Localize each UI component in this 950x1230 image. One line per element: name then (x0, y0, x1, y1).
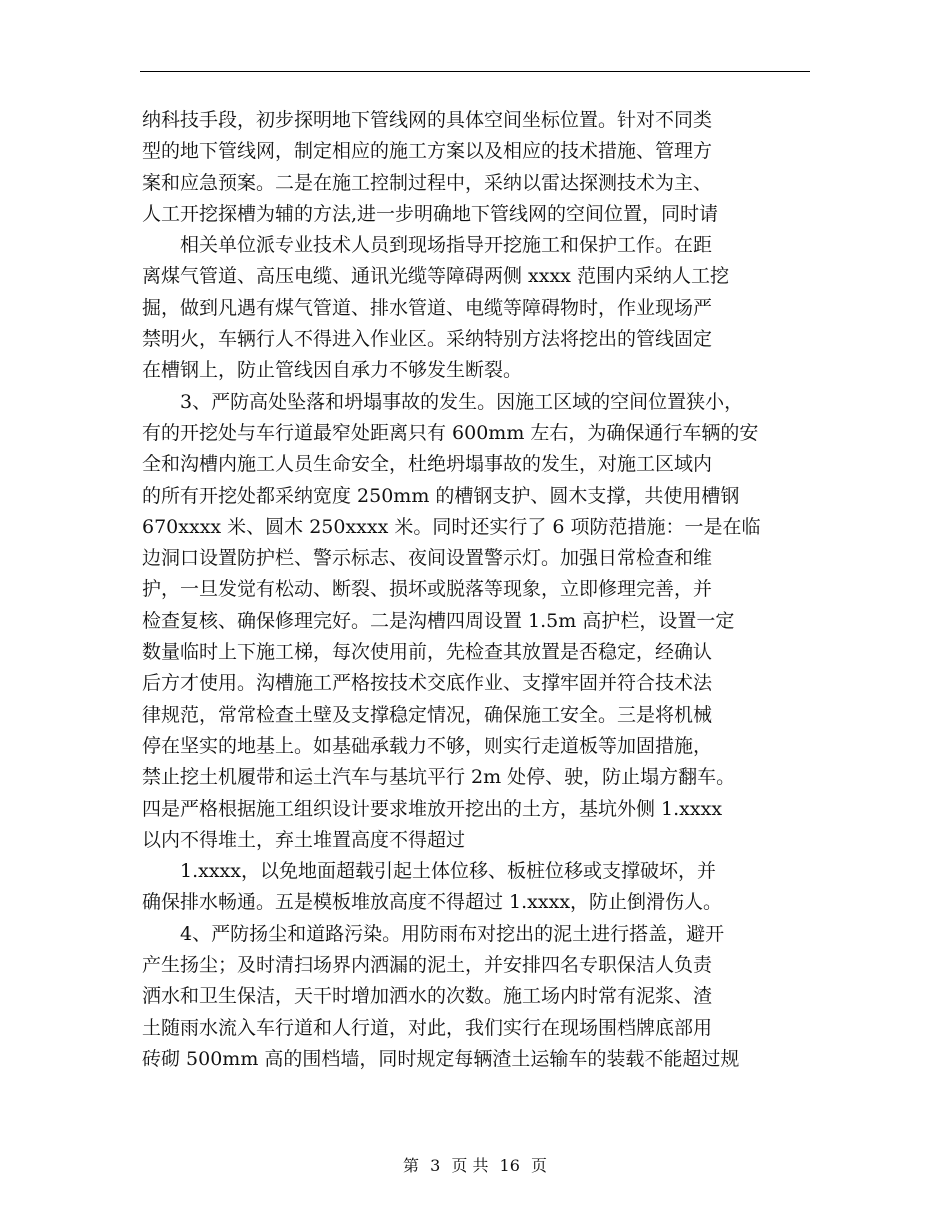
text-line: 有的开挖处与车行道最窄处距离只有 600mm 左右，为确保通行车辆的安 (142, 421, 759, 444)
text-line: 数量临时上下施工梯，每次使用前，先检查其放置是否稳定，经确认 (142, 641, 713, 664)
text-line: 3、严防高处坠落和坍塌事故的发生。因施工区域的空间位置狭小， (180, 390, 744, 413)
footer-middle: 页 共 (451, 1156, 489, 1175)
text-line: 4、严防扬尘和道路污染。用防雨布对挖出的泥土进行搭盖，避开 (180, 922, 725, 945)
text-line: 型的地下管线网，制定相应的施工方案以及相应的技术措施、管理方 (142, 140, 713, 163)
text-line: 边洞口设置防护栏、警示标志、夜间设置警示灯。加强日常检查和维 (142, 547, 713, 570)
text-line: 离煤气管道、高压电缆、通讯光缆等障碍两侧 xxxx 范围内采纳人工挖 (142, 265, 729, 288)
text-line: 后方才使用。沟槽施工严格按技术交底作业、支撑牢固并符合技术法 (142, 672, 713, 695)
footer-prefix: 第 (402, 1156, 419, 1175)
text-line: 在槽钢上，防止管线因自承力不够发生断裂。 (142, 359, 523, 382)
text-line: 砖砌 500mm 高的围档墙，同时规定每辆渣土运输车的装载不能超过规 (142, 1047, 740, 1070)
header-rule (140, 71, 810, 72)
footer-suffix: 页 (531, 1156, 548, 1175)
text-line: 洒水和卫生保洁，天干时增加洒水的次数。施工场内时常有泥浆、渣 (142, 985, 713, 1008)
text-line: 确保排水畅通。五是模板堆放高度不得超过 1.xxxx，防止倒滑伤人。 (142, 891, 723, 914)
text-line: 四是严格根据施工组织设计要求堆放开挖出的土方，基坑外侧 1.xxxx (142, 797, 723, 820)
footer-page-number: 3 (430, 1156, 441, 1175)
text-line: 以内不得堆土，弃土堆置高度不得超过 (142, 828, 466, 851)
text-line: 纳科技手段，初步探明地下管线网的具体空间坐标位置。针对不同类 (142, 109, 713, 131)
body-text (142, 105, 832, 1075)
footer-total-pages: 16 (499, 1156, 520, 1175)
text-line: 的所有开挖处都采纳宽度 250mm 的槽钢支护、圆木支撑，共使用槽钢 (142, 484, 740, 507)
text-line: 人工开挖探槽为辅的方法,进一步明确地下管线网的空间位置，同时请 (142, 202, 719, 225)
text-line: 停在坚实的地基上。如基础承载力不够，则实行走道板等加固措施， (142, 734, 713, 757)
text-line: 1.xxxx，以免地面超载引起土体位移、板桩位移或支撑破坏，并 (180, 860, 716, 883)
text-line: 掘，做到凡遇有煤气管道、排水管道、电缆等障碍物时，作业现场严 (142, 296, 713, 319)
text-line: 全和沟槽内施工人员生命安全，杜绝坍塌事故的发生，对施工区域内 (142, 453, 713, 476)
text-line: 相关单位派专业技术人员到现场指导开挖施工和保护工作。在距 (180, 234, 713, 257)
text-line: 禁明火，车辆行人不得进入作业区。采纳特别方法将挖出的管线固定 (142, 328, 713, 351)
text-line: 护，一旦发觉有松动、断裂、损坏或脱落等现象，立即修理完善，并 (142, 578, 713, 601)
text-line: 土随雨水流入车行道和人行道，对此，我们实行在现场围档牌底部用 (142, 1016, 713, 1039)
text-line: 产生扬尘；及时清扫场界内洒漏的泥土，并安排四名专职保洁人负责 (142, 954, 713, 977)
text-line: 670xxxx 米、圆木 250xxxx 米。同时还实行了 6 项防范措施：一是在临 (142, 515, 761, 538)
text-line: 禁止挖土机履带和运土汽车与基坑平行 2m 处停、驶，防止塌方翻车。 (142, 766, 736, 789)
page-footer (0, 1153, 950, 1176)
text-line: 律规范，常常检查土壁及支撑稳定情况，确保施工安全。三是将机械 (142, 703, 713, 726)
text-line: 案和应急预案。二是在施工控制过程中，采纳以雷达探测技术为主、 (142, 171, 713, 194)
text-line: 检查复核、确保修理完好。二是沟槽四周设置 1.5m 高护栏，设置一定 (142, 609, 735, 632)
